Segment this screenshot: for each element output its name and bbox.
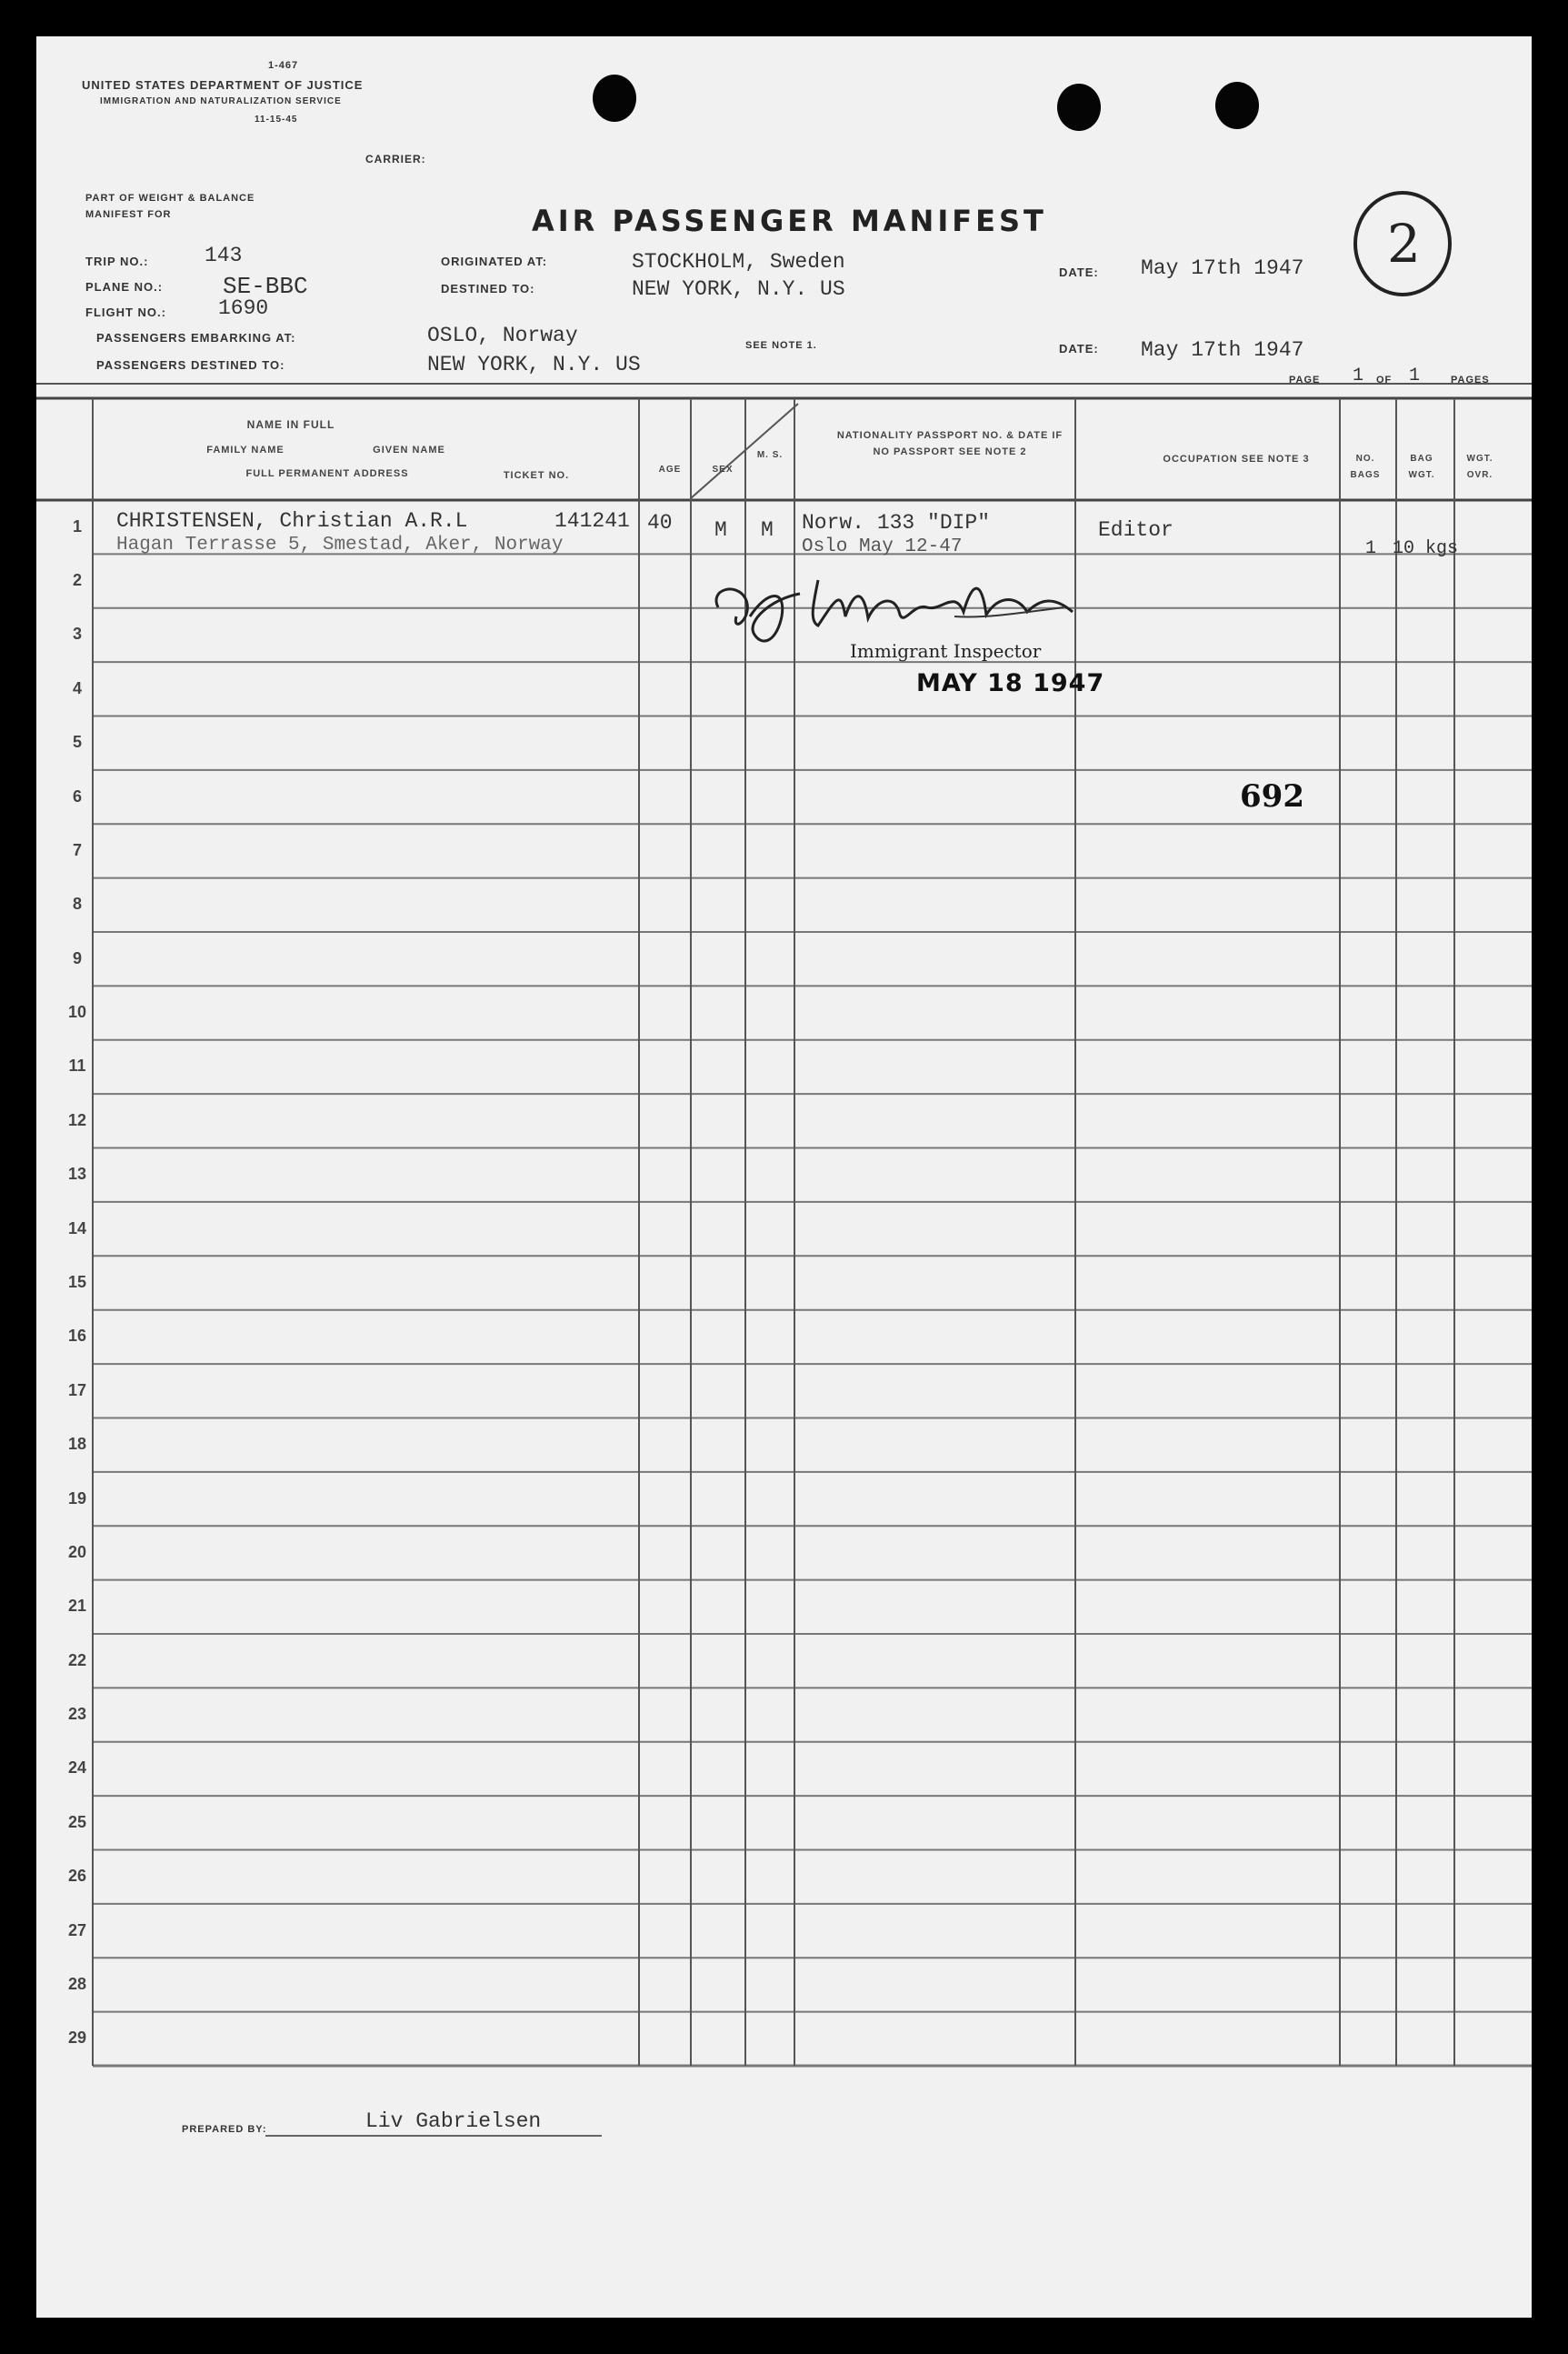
row-number: 22 [67,1650,87,1669]
row-number: 21 [67,1597,87,1616]
passenger-ms: M [761,518,774,542]
row-number: 9 [72,948,82,967]
row-number: 29 [67,2028,87,2048]
ticket-header: TICKET NO. [503,470,570,481]
row-number: 16 [67,1327,87,1346]
row-number: 1 [72,516,82,536]
prepared-by-label: PREPARED BY: [182,2124,267,2135]
name-in-full-header: NAME IN FULL [246,418,335,431]
sex-header: SEX [712,465,734,475]
plane-no-label: PLANE NO.: [85,280,164,294]
pages-label: PAGES [1451,375,1490,386]
row-number: 6 [72,786,82,806]
occupation-header: OCCUPATION SEE NOTE 3 [1163,454,1310,465]
prepared-by-line [265,2135,602,2137]
age-header: AGE [658,465,682,475]
row-number: 18 [67,1435,87,1454]
nationality-header: NATIONALITY PASSPORT NO. & DATE IF NO PASSPORT SEE NOTE 2 [836,430,1064,457]
destined-label: DESTINED TO: [441,282,535,296]
passenger-age: 40 [647,511,673,535]
passenger-bags: 1 [1365,538,1377,559]
row-number: 12 [67,1110,87,1129]
form-date: 11-15-45 [255,115,298,125]
ms-header: M. S. [756,450,784,460]
row-number: 15 [67,1273,87,1291]
of-value: 1 [1409,366,1421,386]
embarking-label: PASSENGERS EMBARKING AT: [96,331,296,345]
prepared-by-value: Liv Gabrielsen [365,2109,542,2133]
row-number: 11 [68,1057,86,1076]
row-number: 2 [72,571,82,590]
row-number: 17 [67,1380,87,1399]
row-number: 10 [67,1003,87,1022]
trip-no-label: TRIP NO.: [85,255,149,268]
date-value: May 17th 1947 [1141,256,1304,280]
table-grid [36,36,1532,2318]
bags-header: NO. BAGS [1350,454,1381,480]
page-label: PAGE [1289,375,1321,386]
given-name-header: GIVEN NAME [373,445,445,456]
bag-wgt-header: BAG WGT. [1408,454,1435,480]
weight-balance-label-2: MANIFEST FOR [85,209,172,220]
passenger-address: Hagan Terrasse 5, Smestad, Aker, Norway [116,535,564,556]
weight-balance-label: PART OF WEIGHT & BALANCE [85,193,255,204]
row-number: 27 [67,1920,87,1939]
row-number: 23 [67,1705,87,1724]
passenger-name: CHRISTENSEN, Christian A.R.L [116,509,468,533]
trip-no-value: 143 [205,244,243,267]
row-number: 20 [67,1542,87,1561]
family-name-header: FAMILY NAME [206,445,285,456]
of-label: OF [1376,375,1393,386]
service-name: IMMIGRATION AND NATURALIZATION SERVICE [100,96,342,106]
agency-name: UNITED STATES DEPARTMENT OF JUSTICE [82,78,364,92]
carrier-label: CARRIER: [365,153,426,165]
see-note-1: SEE NOTE 1. [745,340,817,351]
circled-number: 2 [1387,213,1421,275]
passenger-passport-date: Oslo May 12-47 [802,536,963,557]
form-number: 1-467 [268,60,299,71]
row-number: 8 [72,895,82,914]
row-number: 14 [67,1218,87,1237]
page-title: AIR PASSENGER MANIFEST [532,204,1047,238]
passenger-occupation: Editor [1098,518,1174,542]
page-value: 1 [1353,366,1364,386]
destined-value: NEW YORK, N.Y. US [632,277,845,301]
row-number: 3 [72,625,82,644]
row-number: 28 [67,1974,87,1993]
row-number: 19 [67,1488,87,1508]
row-number: 25 [67,1812,87,1831]
passenger-bag-wgt: 10 kgs [1393,538,1459,559]
embarking-value: OSLO, Norway [427,324,578,347]
passenger-ticket: 141241 [554,509,630,533]
passengers-destined-label: PASSENGERS DESTINED TO: [96,358,285,372]
flight-no-label: FLIGHT NO.: [85,306,166,319]
plane-no-value: SE-BBC [223,273,308,300]
row-number: 7 [72,840,82,859]
row-number: 5 [72,733,82,752]
row-number: 4 [72,678,82,697]
originated-label: ORIGINATED AT: [441,255,548,268]
row-number: 26 [67,1867,87,1886]
inspector-label: Immigrant Inspector [850,640,1042,662]
wgt-over-header: WGT. OVR. [1466,454,1493,480]
date2-label: DATE: [1059,342,1099,356]
address-header: FULL PERMANENT ADDRESS [245,468,409,479]
stamp-number: 692 [1240,778,1304,815]
passengers-destined-value: NEW YORK, N.Y. US [427,353,641,376]
date-label: DATE: [1059,265,1099,279]
flight-no-value: 1690 [218,296,269,320]
row-number: 13 [67,1165,87,1184]
inspection-date-stamp: MAY 18 1947 [916,669,1105,697]
date2-value: May 17th 1947 [1141,338,1304,362]
passenger-passport: Norw. 133 "DIP" [802,511,991,535]
row-number: 24 [67,1758,87,1778]
manifest-sheet [36,36,1532,2318]
passenger-sex: M [714,518,727,542]
originated-value: STOCKHOLM, Sweden [632,250,845,274]
